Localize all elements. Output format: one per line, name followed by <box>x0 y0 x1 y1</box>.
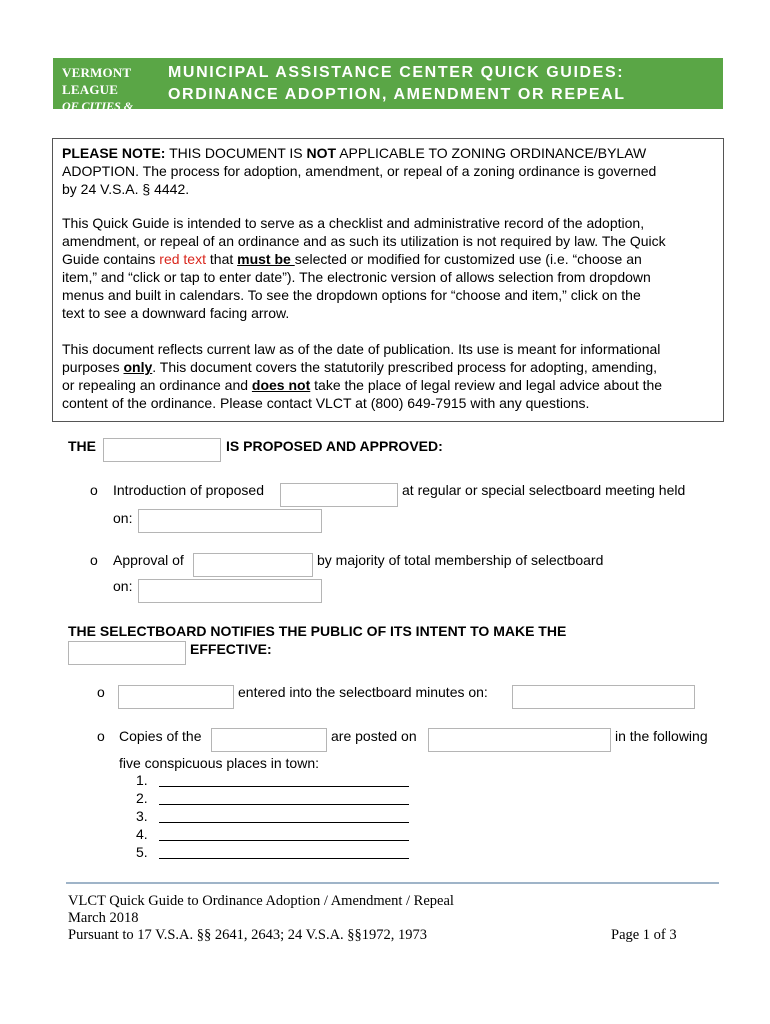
note-not-emphasis: NOT <box>306 145 337 161</box>
effective-ordinance-dropdown[interactable] <box>68 641 186 665</box>
does-not-emphasis: does not <box>251 377 311 393</box>
note-text: purposes <box>62 359 124 375</box>
following-text: in the following <box>615 728 708 744</box>
approval-text-after: by majority of total membership of selectboard <box>317 552 604 568</box>
note-p2-line6: text to see a downward facing arrow. <box>62 305 290 321</box>
note-text: take the place of legal review and legal advice about the <box>310 377 663 393</box>
section2-heading-line2: EFFECTIVE: <box>190 641 272 657</box>
note-p1-line1 <box>62 144 646 162</box>
place-line-3[interactable] <box>159 822 409 823</box>
logo-line1: VERMONT LEAGUE <box>62 65 132 97</box>
note-p2-line4: item,” and “click or tap to enter date”). The electronic version of allows selection from dropdown <box>62 269 651 285</box>
banner-title-line1: MUNICIPAL ASSISTANCE CENTER QUICK GUIDES: <box>168 64 625 81</box>
note-p1-line3: by 24 V.S.A. § 4442. <box>62 181 190 197</box>
place-line-4[interactable] <box>159 840 409 841</box>
section2-heading-line1: THE SELECTBOARD NOTIFIES THE PUBLIC OF ITS INTENT TO MAKE THE <box>68 623 567 639</box>
bullet: o <box>97 684 105 700</box>
minutes-text: entered into the selectboard minutes on: <box>238 684 488 700</box>
copies-text: Copies of the <box>119 728 202 744</box>
intro-text-after: at regular or special selectboard meeting held <box>402 482 686 498</box>
note-text: THIS DOCUMENT IS <box>165 145 307 161</box>
note-text: that <box>206 251 238 267</box>
ordinance-type-dropdown[interactable] <box>103 438 221 462</box>
note-p2-line1: This Quick Guide is intended to serve as a checklist and administrative record of the adoption, <box>62 215 645 231</box>
intro-on-label: on: <box>113 510 133 526</box>
banner-title-line2: ORDINANCE ADOPTION, AMENDMENT OR REPEAL <box>168 86 626 103</box>
note-p3-line2 <box>62 358 657 376</box>
note-text: selected or modified for customized use (i.e. “choose an <box>294 251 642 267</box>
place-number-5: 5. <box>136 844 148 860</box>
page-number: Page 1 of 3 <box>611 927 677 943</box>
logo-line2: OF CITIES & TOWNS <box>62 99 134 130</box>
intro-ordinance-dropdown[interactable] <box>280 483 398 507</box>
approval-on-label: on: <box>113 578 133 594</box>
minutes-date-picker[interactable] <box>512 685 695 709</box>
bullet: o <box>90 552 98 568</box>
note-p3-line3 <box>62 376 662 394</box>
place-number-4: 4. <box>136 826 148 842</box>
place-number-2: 2. <box>136 790 148 806</box>
note-p2-line3 <box>62 250 642 268</box>
please-note-label: PLEASE NOTE: <box>62 145 166 161</box>
bullet: o <box>97 728 105 744</box>
posted-on-text: are posted on <box>331 728 417 744</box>
note-p3-line4: content of the ordinance. Please contact VLCT at (800) 649-7915 with any questions. <box>62 395 590 411</box>
note-text: APPLICABLE TO ZONING ORDINANCE/BYLAW <box>336 145 647 161</box>
approval-ordinance-dropdown[interactable] <box>193 553 313 577</box>
section1-the-label: THE <box>68 438 96 454</box>
only-emphasis: only <box>123 359 153 375</box>
intro-date-picker[interactable] <box>138 509 322 533</box>
footer-title: VLCT Quick Guide to Ordinance Adoption / Amendment / Repeal <box>68 893 454 909</box>
approval-text: Approval of <box>113 552 184 568</box>
vlct-logo <box>62 64 172 130</box>
note-text: or repealing an ordinance and <box>62 377 252 393</box>
place-number-3: 3. <box>136 808 148 824</box>
approval-date-picker[interactable] <box>138 579 322 603</box>
posted-date-picker[interactable] <box>428 728 611 752</box>
note-text: . This document covers the statutorily prescribed process for adopting, amending, <box>152 359 658 375</box>
footer-date: March 2018 <box>68 910 139 926</box>
bullet: o <box>90 482 98 498</box>
note-text: Guide contains <box>62 251 160 267</box>
copies-ordinance-dropdown[interactable] <box>211 728 327 752</box>
minutes-ordinance-dropdown[interactable] <box>118 685 234 709</box>
footer-rule <box>66 882 719 884</box>
intro-text: Introduction of proposed <box>113 482 264 498</box>
place-line-2[interactable] <box>159 804 409 805</box>
place-number-1: 1. <box>136 772 148 788</box>
footer-statute: Pursuant to 17 V.S.A. §§ 2641, 2643; 24 V.S.A. §§1972, 1973 <box>68 927 428 943</box>
red-text-sample: red text <box>159 251 206 267</box>
note-p3-line1: This document reflects current law as of the date of publication. Its use is meant for informational <box>62 341 661 357</box>
place-line-5[interactable] <box>159 858 409 859</box>
note-p2-line5: menus and built in calendars. To see the dropdown options for “choose and item,” click on the <box>62 287 641 303</box>
note-p1-line2: ADOPTION. The process for adoption, amendment, or repeal of a zoning ordinance is governed <box>62 163 657 179</box>
must-be-emphasis: must be <box>237 251 295 267</box>
section1-heading: IS PROPOSED AND APPROVED: <box>226 438 443 454</box>
note-p2-line2: amendment, or repeal of an ordinance and as such its utilization is not required by law. The Quick <box>62 233 666 249</box>
conspicuous-places-text: five conspicuous places in town: <box>119 755 319 771</box>
place-line-1[interactable] <box>159 786 409 787</box>
